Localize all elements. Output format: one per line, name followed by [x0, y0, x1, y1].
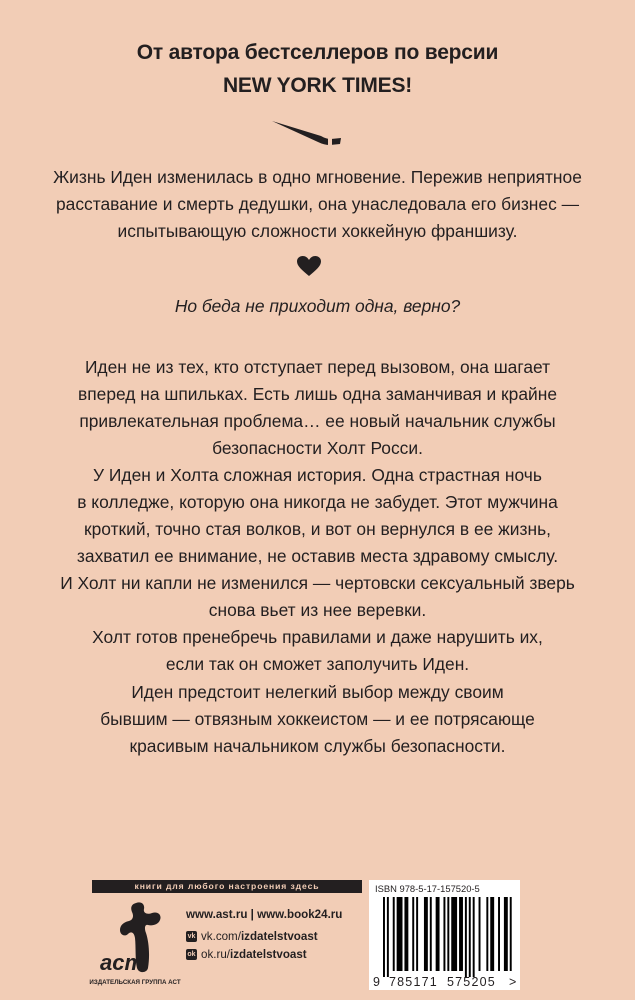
- paragraph-line: И Холт ни капли не изменился — чертовски сексуальный зверь: [60, 573, 575, 593]
- barcode-bar: [430, 897, 432, 971]
- website-links: [186, 908, 342, 921]
- barcode-bars: [369, 880, 520, 990]
- barcode-bar: [451, 897, 457, 971]
- paragraph-4: [30, 679, 605, 760]
- ast-logo: [92, 900, 172, 978]
- barcode-box: [369, 880, 520, 990]
- ok-handle: izdatelstvoast: [230, 948, 307, 961]
- ok-link[interactable]: [186, 948, 307, 961]
- barcode-bar: [459, 897, 463, 971]
- barcode-digits-left: 785171: [389, 975, 438, 989]
- paragraph-line: Иден не из тех, кто отступает перед вызовом, она шагает: [84, 357, 551, 377]
- paragraph-line: привлекательная проблема… ее новый начальник службы: [79, 411, 556, 431]
- paragraph-line: Иден предстоит нелегкий выбор между своим: [131, 682, 504, 702]
- paragraph-line: снова вьет из нее веревки.: [208, 600, 427, 620]
- publisher-caption: ИЗДАТЕЛЬСКАЯ ГРУППА АСТ: [89, 979, 181, 986]
- barcode-bar: [412, 897, 414, 971]
- intro-line: расставание и смерть дедушки, она унаследовала его бизнес —: [56, 194, 579, 214]
- paragraph-line: вперед на шпильках. Есть лишь одна заманчивая и крайне: [78, 384, 557, 404]
- heart-icon: [296, 255, 322, 277]
- barcode-bar: [490, 897, 494, 971]
- website-link-ast[interactable]: www.ast.ru: [186, 908, 248, 921]
- isbn-label: ISBN 978-5-17-157520-5: [375, 883, 480, 894]
- barcode-bar: [479, 897, 481, 971]
- publisher-slogan-bar: книги для любого настроения здесь: [92, 880, 362, 893]
- barcode-bar: [443, 897, 445, 971]
- barcode-bar: [393, 897, 395, 971]
- vk-handle: izdatelstvoast: [240, 930, 318, 943]
- link-separator: |: [250, 908, 254, 921]
- barcode-bar: [498, 897, 500, 971]
- tagline: [30, 293, 605, 320]
- barcode-bar: [473, 897, 475, 977]
- vk-icon: vk: [187, 933, 196, 940]
- barcode-bar: [383, 897, 385, 977]
- barcode-bar: [486, 897, 488, 971]
- ok-icon: ok: [187, 951, 196, 958]
- barcode-bar: [404, 897, 408, 971]
- barcode-bar: [397, 897, 403, 971]
- paragraph-line: захватил ее внимание, не оставив места здравому смыслу.: [76, 546, 559, 566]
- paragraph-line: бывшим — отвязным хоккеистом — и ее потрясающе: [100, 709, 535, 729]
- barcode-bar: [465, 897, 467, 977]
- headline: [0, 36, 635, 102]
- barcode-bar: [510, 897, 512, 971]
- barcode-digits-right: 575205: [447, 975, 496, 989]
- intro-line: Жизнь Иден изменилась в одно мгновение. Пережив неприятное: [53, 167, 582, 187]
- paragraph-2: [30, 462, 605, 624]
- paragraph-line: если так он сможет заполучить Иден.: [165, 654, 470, 674]
- paragraph-line: красивым начальником службы безопасности.: [129, 736, 506, 756]
- barcode-bar: [436, 897, 440, 971]
- intro-line: испытывающую сложности хоккейную франшизу.: [117, 221, 518, 241]
- hockey-stick-icon: [268, 118, 348, 152]
- barcode-bar: [504, 897, 508, 971]
- barcode-bar: [424, 897, 428, 971]
- ok-prefix: ok.ru/: [201, 948, 230, 961]
- barcode-digit-end: >: [509, 975, 517, 989]
- barcode-digit-first: 9: [373, 975, 380, 989]
- headline-line-2: NEW YORK TIMES!: [222, 74, 413, 97]
- website-link-book24[interactable]: www.book24.ru: [257, 908, 343, 921]
- paragraph-line: У Иден и Холта сложная история. Одна страстная ночь: [93, 465, 542, 485]
- barcode-bar: [416, 897, 418, 971]
- vk-link[interactable]: [186, 930, 318, 943]
- barcode-bar: [469, 897, 471, 977]
- barcode-bar: [387, 897, 389, 977]
- paragraph-line: кроткий, точно стая волков, и вот он вернулся в ее жизнь,: [84, 519, 551, 539]
- ast-logo-text: аст: [100, 950, 145, 975]
- paragraph-line: в колледже, которую она никогда не забудет. Этот мужчина: [77, 492, 558, 512]
- paragraph-3: [30, 624, 605, 678]
- tagline-text: Но беда не приходит одна, верно?: [174, 296, 461, 316]
- barcode-bar: [447, 897, 449, 971]
- intro-paragraph: [30, 164, 605, 245]
- vk-prefix: vk.com/: [201, 930, 241, 943]
- paragraph-line: безопасности Холт Росси.: [212, 438, 423, 458]
- paragraph-1: [30, 354, 605, 462]
- headline-line-1: От автора бестселлеров по версии: [136, 41, 499, 64]
- paragraph-line: Холт готов пренебречь правилами и даже нарушить их,: [92, 627, 543, 647]
